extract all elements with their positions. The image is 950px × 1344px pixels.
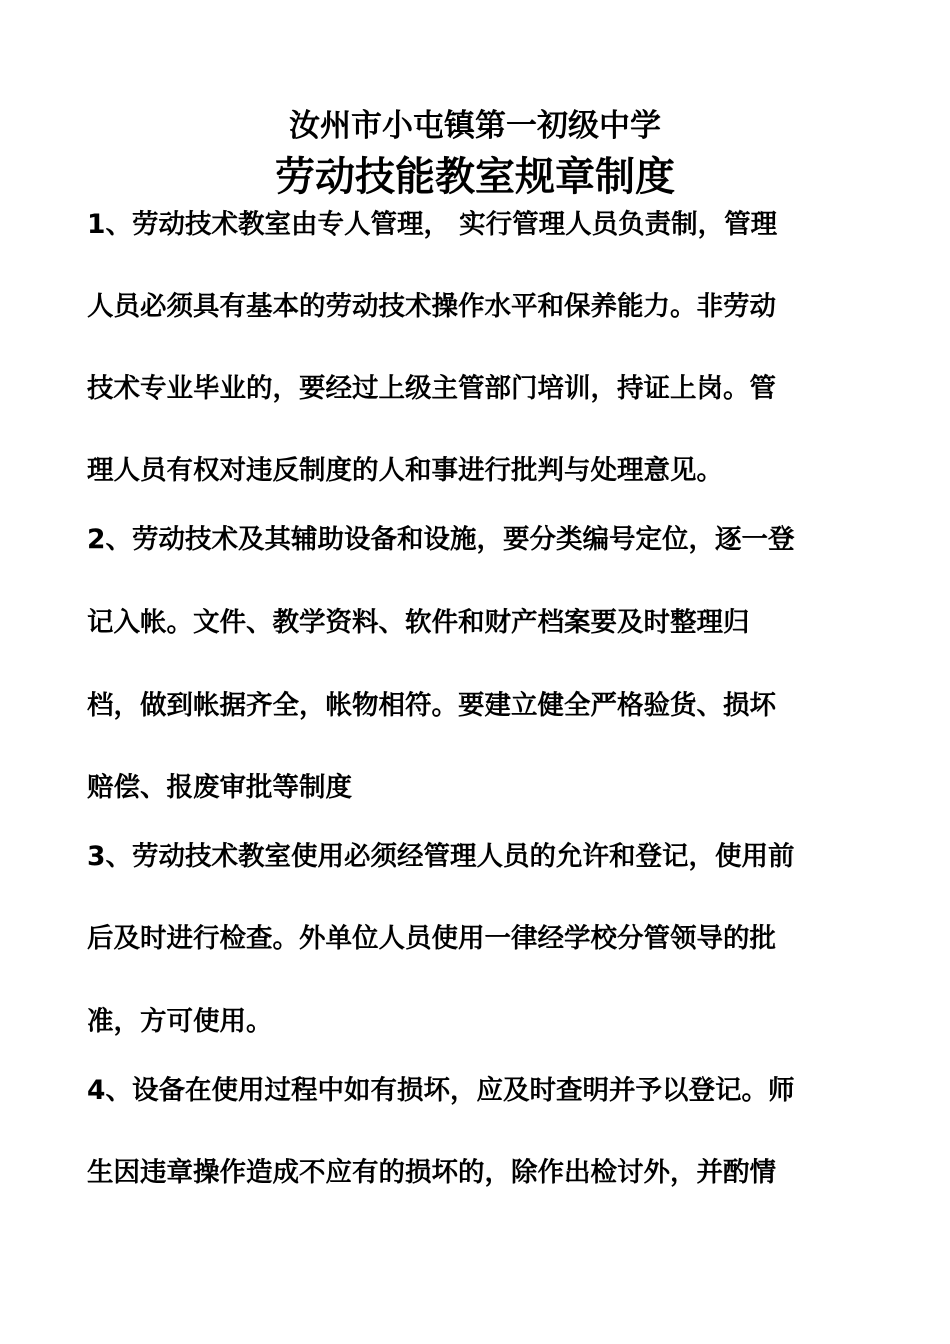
body-line-1: 1、劳动技术教室由专人管理， 实行管理人员负责制，管理 xyxy=(87,209,778,240)
regulation-title-heading: 劳动技能教室规章制度 xyxy=(275,153,675,200)
body-line-12: 4、设备在使用过程中如有损坏，应及时查明并予以登记。师 xyxy=(87,1075,795,1106)
body-line-7: 档，做到帐据齐全，帐物相符。要建立健全严格验货、损坏 xyxy=(87,690,776,721)
body-line-6: 记入帐。文件、教学资料、软件和财产档案要及时整理归 xyxy=(87,607,750,638)
body-line-5: 2、劳动技术及其辅助设备和设施，要分类编号定位，逐一登 xyxy=(87,524,795,555)
body-line-8: 赔偿、报废审批等制度 xyxy=(87,772,352,803)
school-name-heading: 汝州市小屯镇第一初级中学 xyxy=(289,108,661,144)
body-line-3: 技术专业毕业的，要经过上级主管部门培训，持证上岗。管 xyxy=(87,373,776,404)
body-line-10: 后及时进行检查。外单位人员使用一律经学校分管领导的批 xyxy=(87,923,776,954)
body-line-11: 准，方可使用。 xyxy=(87,1006,273,1037)
body-line-2: 人员必须具有基本的劳动技术操作水平和保养能力。非劳动 xyxy=(87,291,776,322)
body-line-13: 生因违章操作造成不应有的损坏的，除作出检讨外，并酌情 xyxy=(87,1157,776,1188)
body-line-4: 理人员有权对违反制度的人和事进行批判与处理意见。 xyxy=(87,455,723,486)
body-line-9: 3、劳动技术教室使用必须经管理人员的允许和登记，使用前 xyxy=(87,841,795,872)
